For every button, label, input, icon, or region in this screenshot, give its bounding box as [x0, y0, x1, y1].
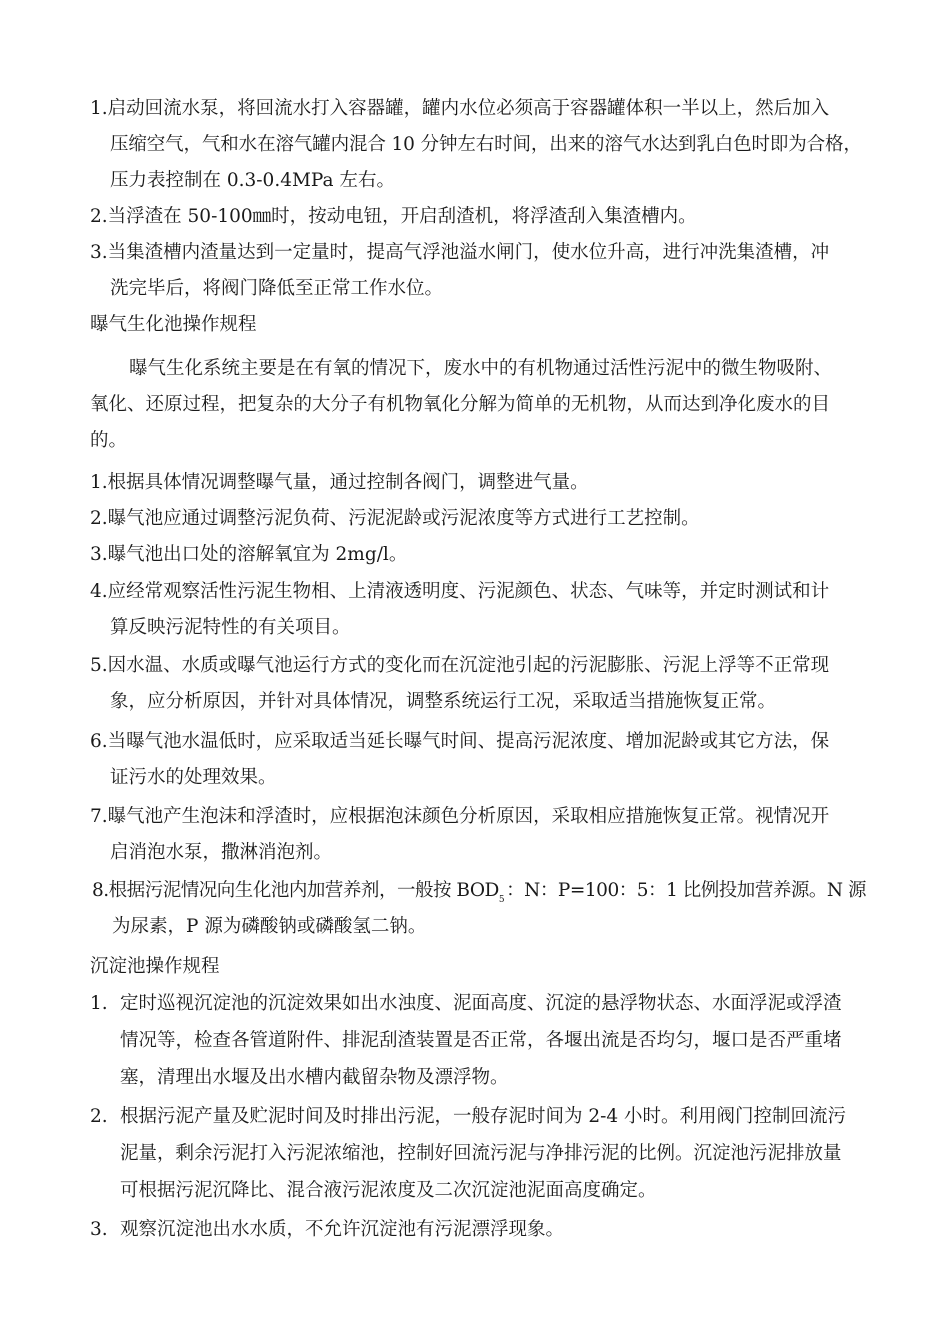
aeration-step-8-line-1 [92, 879, 866, 903]
sedimentation-step-3-line-1: 观察沉淀池出水水质，不允许沉淀池有污泥漂浮现象。 [120, 1219, 565, 1240]
aeration-step-8-line-2: 为尿素，P 源为磷酸钠或磷酸氢二钠。 [112, 916, 427, 937]
aeration-step-4-line-2: 算反映污泥特性的有关项目。 [110, 617, 351, 638]
sedimentation-step-1-number: 1. [90, 993, 108, 1014]
aeration-intro-line-3: 的。 [90, 430, 128, 451]
aeration-step-6-line-1: 6.当曝气池水温低时，应采取适当延长曝气时间、提高污泥浓度、增加泥龄或其它方法，保 [90, 731, 830, 752]
aeration-step-1-line-1: 1.根据具体情况调整曝气量，通过控制各阀门，调整进气量。 [90, 472, 589, 493]
sedimentation-step-2-line-3: 可根据污泥沉降比、混合液污泥浓度及二次沉淀池泥面高度确定。 [120, 1180, 657, 1201]
sedimentation-step-3-number: 3. [90, 1219, 108, 1240]
flotation-step-2-line-1: 2.当浮渣在 50-100㎜时，按动电钮，开启刮渣机，将浮渣刮入集渣槽内。 [90, 206, 697, 227]
sedimentation-step-2-line-1: 根据污泥产量及贮泥时间及时排出污泥，一般存泥时间为 2-4 小时。利用阀门控制回流污 [120, 1106, 847, 1127]
aeration-step-2-line-1: 2.曝气池应通过调整污泥负荷、污泥泥龄或污泥浓度等方式进行工艺控制。 [90, 508, 700, 529]
aeration-heading: 曝气生化池操作规程 [90, 314, 257, 335]
flotation-step-1-line-2: 压缩空气，气和水在溶气罐内混合 10 分钟左右时间，出来的溶气水达到乳白色时即为合格， [110, 134, 862, 155]
aeration-step-5-line-1: 5.因水温、水质或曝气池运行方式的变化而在沉淀池引起的污泥膨胀、污泥上浮等不正常现 [90, 655, 830, 676]
flotation-step-1-line-1: 1.启动回流水泵，将回流水打入容器罐，罐内水位必须高于容器罐体积一半以上，然后加入 [90, 98, 830, 119]
flotation-step-3-line-2: 洗完毕后，将阀门降低至正常工作水位。 [110, 278, 444, 299]
sedimentation-step-1-line-1: 定时巡视沉淀池的沉淀效果如出水浊度、泥面高度、沉淀的悬浮物状态、水面浮泥或浮渣 [120, 993, 842, 1014]
aeration-step-5-line-2: 象，应分析原因，并针对具体情况，调整系统运行工况，采取适当措施恢复正常。 [110, 691, 777, 712]
aeration-step-4-line-1: 4.应经常观察活性污泥生物相、上清液透明度、污泥颜色、状态、气味等，并定时测试和计 [90, 581, 830, 602]
flotation-step-1-line-3: 压力表控制在 0.3-0.4MPa 左右。 [110, 170, 395, 191]
sedimentation-step-1-line-2: 情况等，检查各管道附件、排泥刮渣装置是否正常，各堰出流是否均匀，堰口是否严重堵 [120, 1030, 842, 1051]
aeration-step-7-line-2: 启消泡水泵，撒淋消泡剂。 [110, 842, 333, 863]
bod-subscript: 5 [498, 895, 505, 905]
aeration-intro-line-1: 曝气生化系统主要是在有氧的情况下，废水中的有机物通过活性污泥中的微生物吸附、 [129, 358, 833, 379]
aeration-intro-line-2: 氧化、还原过程，把复杂的大分子有机物氧化分解为简单的无机物，从而达到净化废水的目 [90, 394, 831, 415]
aeration-step-8-text-after: ：N：P=100：5：1 比例投加营养源。N 源 [506, 880, 867, 901]
sedimentation-step-2-number: 2. [90, 1106, 108, 1127]
aeration-step-3-line-1: 3.曝气池出口处的溶解氧宜为 2mg/l。 [90, 544, 408, 565]
sedimentation-step-1-line-3: 塞，清理出水堰及出水槽内截留杂物及漂浮物。 [120, 1067, 509, 1088]
aeration-step-7-line-1: 7.曝气池产生泡沫和浮渣时，应根据泡沫颜色分析原因，采取相应措施恢复正常。视情况开 [90, 806, 830, 827]
aeration-step-8-text-before: 8.根据污泥情况向生化池内加营养剂，一般按 BOD [92, 880, 499, 901]
aeration-step-6-line-2: 证污水的处理效果。 [110, 767, 277, 788]
sedimentation-heading: 沉淀池操作规程 [90, 956, 220, 977]
sedimentation-step-2-line-2: 泥量，剩余污泥打入污泥浓缩池，控制好回流污泥与净排污泥的比例。沉淀池污泥排放量 [120, 1143, 842, 1164]
flotation-step-3-line-1: 3.当集渣槽内渣量达到一定量时，提高气浮池溢水闸门，使水位升高，进行冲洗集渣槽，冲 [90, 242, 830, 263]
